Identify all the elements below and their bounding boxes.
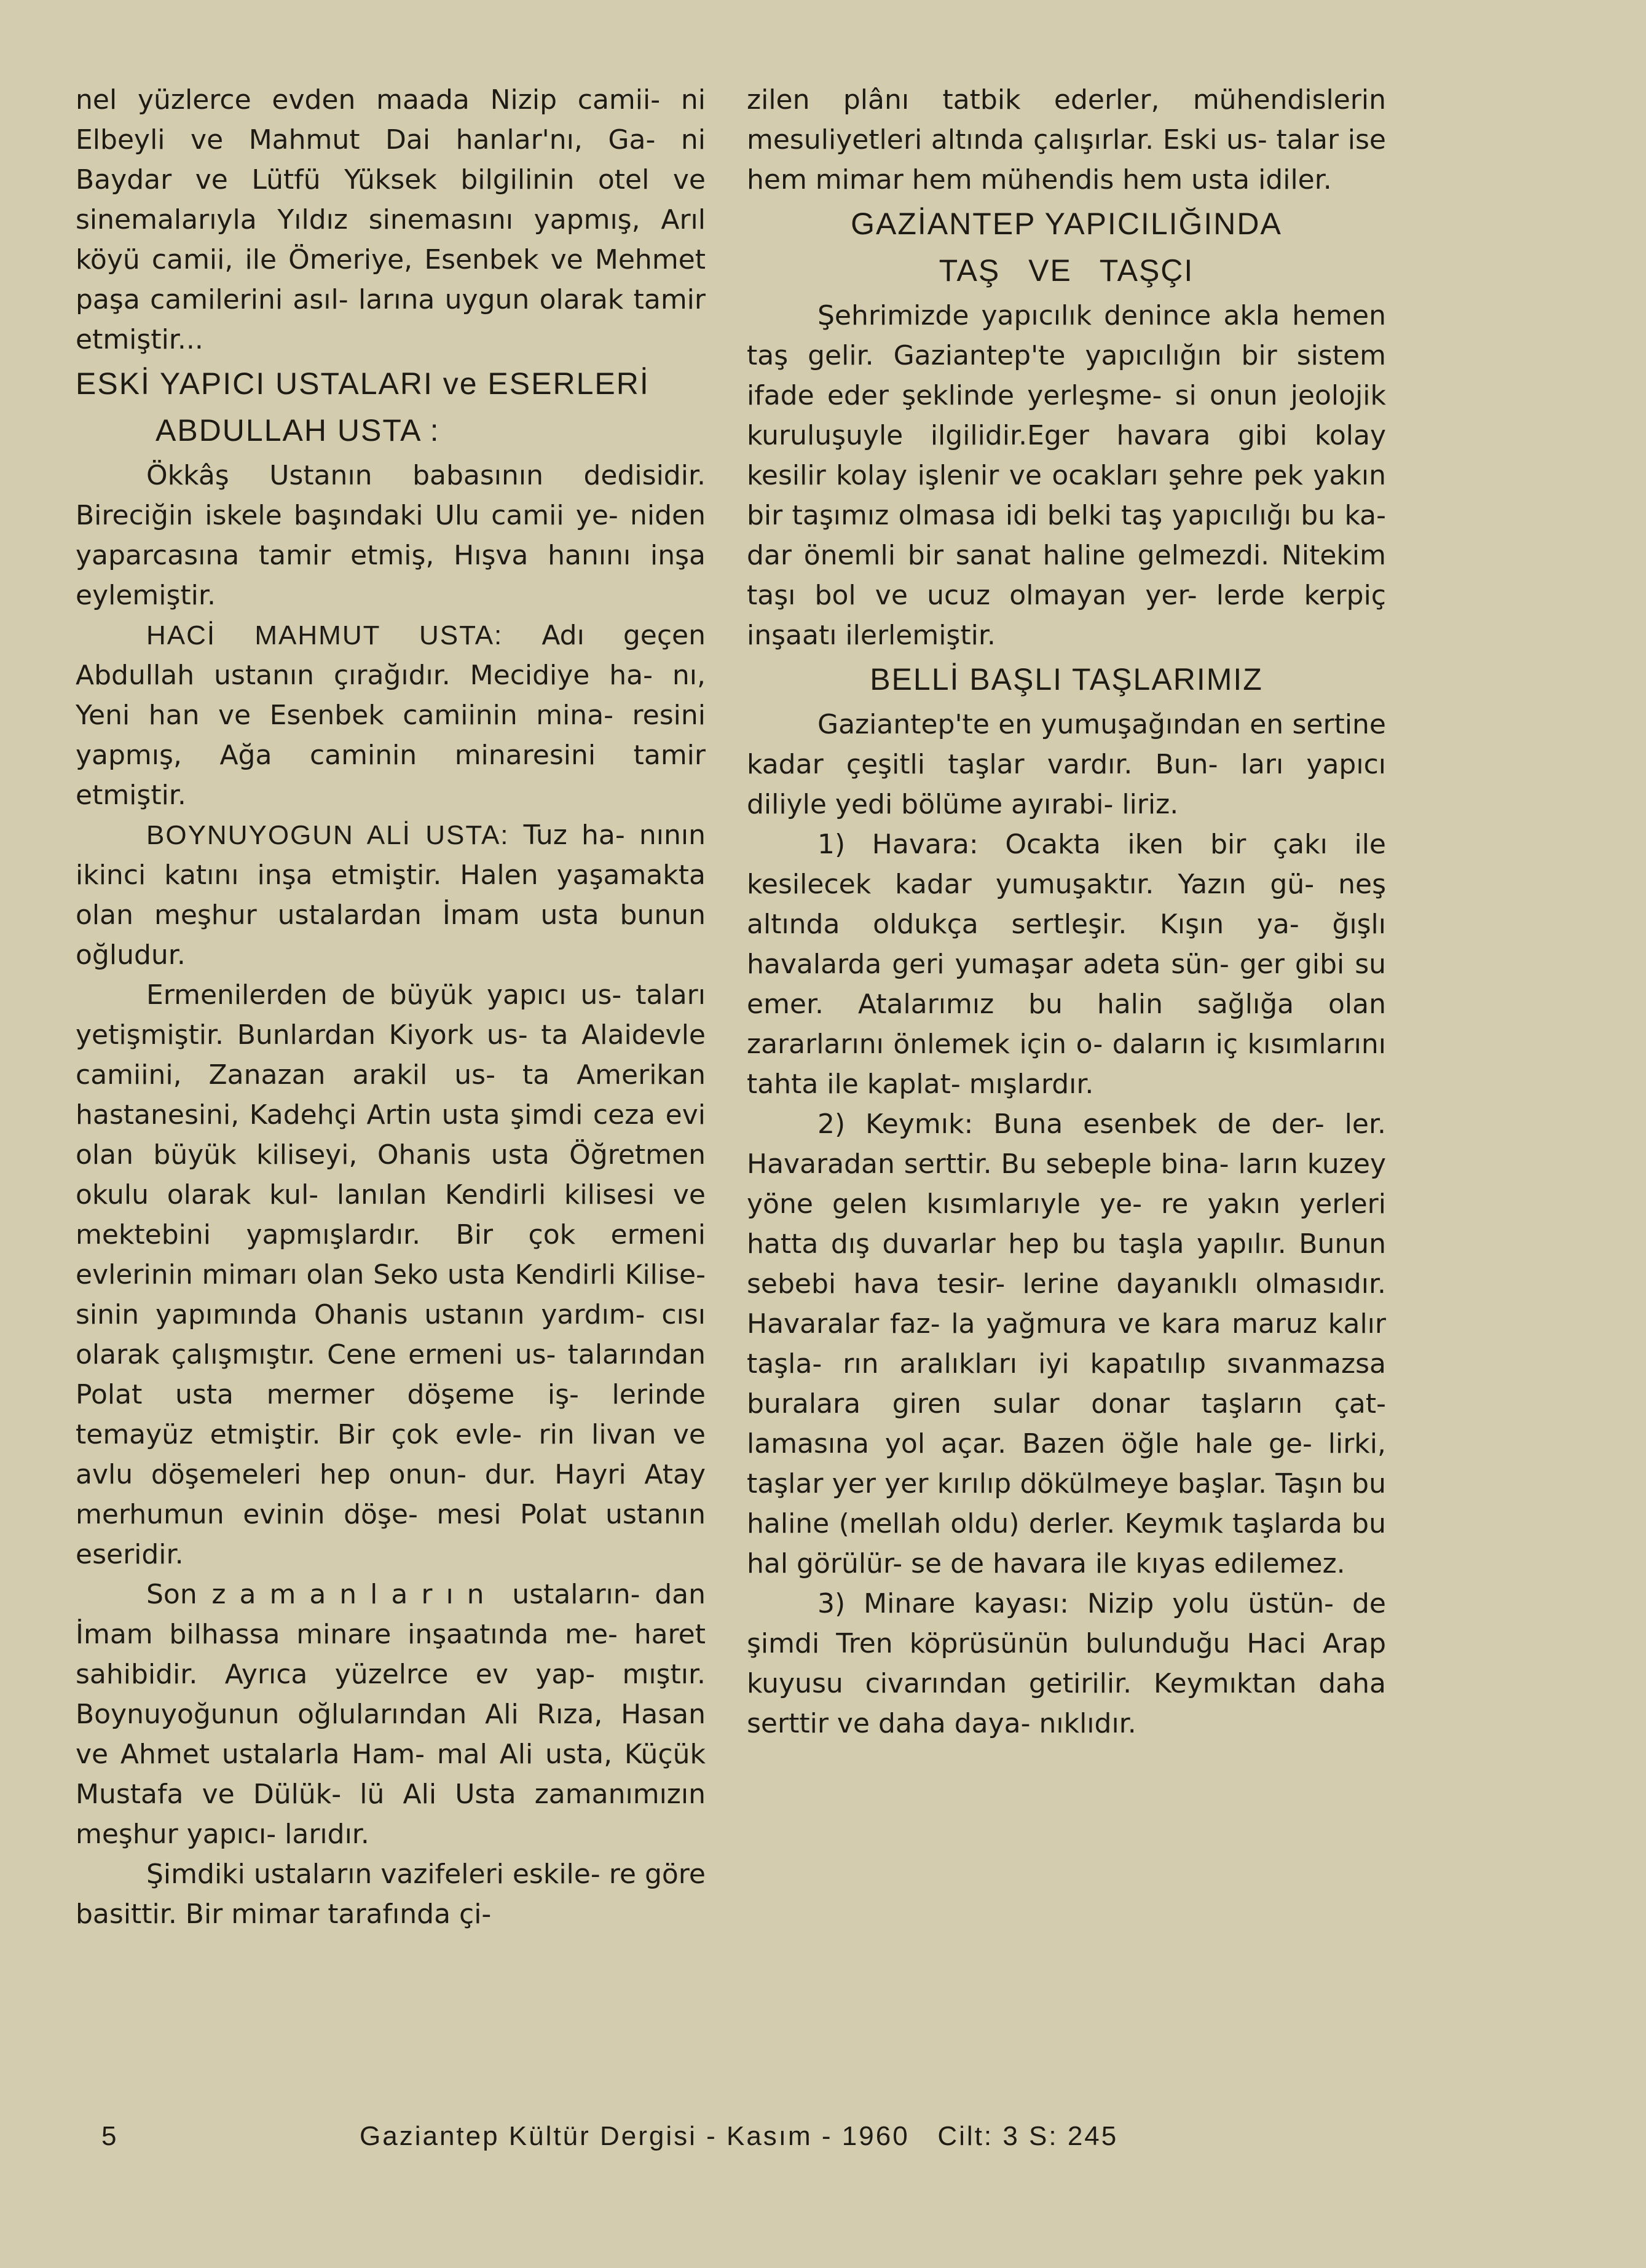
left-paragraph: HACİ MAHMUT USTA: Adı geçen Abdullah ustanın çırağıdır. Mecidiye ha- nı, Yeni han ve Esenbek camiinin mina- resini yapmış, Ağa caminin minaresini tamir etmiştir. — [76, 620, 706, 811]
section-heading: GAZİANTEP YAPICILIĞINDA — [851, 207, 1282, 241]
left-column — [76, 80, 706, 1934]
left-paragraph: Ökkâş Ustanın babasının dedisidir. Bireciğin iskele başındaki Ulu camii ye- niden yaparcasına tamir etmiş, Hışva hanını inşa eylemiştir. — [76, 460, 706, 611]
page-number: 5 — [101, 2121, 119, 2151]
section-heading: ESKİ YAPICI USTALARI ve ESERLERİ — [76, 366, 650, 401]
left-paragraph: Şimdiki ustaların vazifeleri eskile- re göre basittir. Bir mimar tarafında çi- — [76, 1859, 706, 1930]
left-paragraph: BOYNUYOGUN ALİ USTA: Tuz ha- nının ikinci katını inşa etmiştir. Halen yaşamakta olan meşhur ustalardan İmam usta bunun oğludur. — [76, 820, 706, 971]
section-heading: BELLİ BAŞLI TAŞLARIMIZ — [870, 662, 1263, 697]
right-paragraph: Gaziantep'te en yumuşağından en sertine kadar çeşitli taşlar vardır. Bun- ları yapıcı diliyle yedi bölüme ayırabi- liriz. — [747, 709, 1386, 820]
usta-name: BOYNUYOGUN ALİ USTA: — [146, 820, 510, 850]
left-paragraph: Ermenilerden de büyük yapıcı us- taları yetişmiştir. Bunlardan Kiyork us- ta Alaidevle camiini, Zanazan arakil us- ta Amerikan hastanesini, Kadehçi Artin usta şimdi ceza evi olan büyük kiliseyi, Ohanis usta Öğretmen okulu olarak kul- lanılan Kendirli kilisesi ve mektebini yapmışlardır. Bir çok ermeni evlerinin mimarı olan Seko usta Kendirli Kilise- sinin yapımında Ohanis ustanın yardım- cısı olarak çalışmıştır. Cene ermeni us- talarından Polat usta mermer döşeme iş- lerinde temayüz etmiştir. Bir çok evle- rin livan ve avlu döşemeleri hep onun- dur. Hayri Atay merhumun evinin döşe- mesi Polat ustanın eseridir. — [76, 979, 706, 1570]
right-paragraph: Şehrimizde yapıcılık denince akla hemen taş gelir. Gaziantep'te yapıcılığın bir sistem ifade eder şeklinde yerleşme- si onun jeolojik kuruluşuyle ilgilidir.Eger havara gibi kolay kesilir kolay işlenir ve ocakları şehre pek yakın bir taşımız olmasa idi belki taş yapıcılığı bu ka- dar önemli bir sanat haline gelmezdi. Nitekim taşı bol ve ucuz olmayan yer- lerde kerpiç inşaatı ilerlemiştir. — [747, 300, 1386, 651]
section-heading: TAŞ VE TAŞÇI — [939, 253, 1194, 288]
subsection-heading: ABDULLAH USTA : — [156, 413, 440, 448]
usta-name: HACİ MAHMUT USTA: — [146, 620, 503, 650]
spaced-word: zamanların — [211, 1579, 498, 1610]
right-paragraph: 3) Minare kayası: Nizip yolu üstün- de şimdi Tren köprüsünün bulunduğu Haci Arap kuyusu civarından getirilir. Keymıktan daha serttir ve daha daya- nıklıdır. — [747, 1588, 1386, 1739]
right-paragraph: 2) Keymık: Buna esenbek de der- ler. Havaradan serttir. Bu sebeple bina- ların kuzey yöne gelen kısımlarıyle ye- re yakın yerleri hatta dış duvarlar hep bu taşla yapılır. Bunun sebebi hava tesir- lerine dayanıklı olmasıdır. Havaralar faz- la yağmura ve kara maruz kalır taşla- rın aralıkları iyi kapatılıp sıvanmazsa buralara giren sular donar taşların çat- lamasına yol açar. Bazen öğle hale ge- lirki, taşlar yer yer kırılıp dökülmeye başlar. Taşın bu haline (mellah oldu) derler. Keymık taşlarda bu hal görülür- se de havara ile kıyas edilemez. — [747, 1108, 1386, 1579]
left-paragraph: Son zamanların ustaların- dan İmam bilhassa minare inşaatında me- haret sahibidir. Ayrıca yüzelrce ev yap- mıştır. Boynuyoğunun oğlularından Ali Rıza, Hasan ve Ahmet ustalarla Ham- mal Ali usta, Küçük Mustafa ve Dülük- lü Ali Usta zamanımızın meşhur yapıcı- larıdır. — [76, 1579, 706, 1850]
journal-citation: Gaziantep Kültür Dergisi - Kasım - 1960 Cilt: 3 S: 245 — [360, 2121, 1119, 2151]
right-column — [747, 80, 1386, 1744]
right-paragraph: zilen plânı tatbik ederler, mühendislerin mesuliyetleri altında çalışırlar. Eski us- talar ise hem mimar hem mühendis hem usta idiler. — [747, 84, 1386, 196]
right-paragraph: 1) Havara: Ocakta iken bir çakı ile kesilecek kadar yumuşaktır. Yazın gü- neş altında oldukça sertleşir. Kışın ya- ğışlı havalarda geri yumaşar adeta sün- ger gibi su emer. Atalarımız bu halin sağlığa olan zararlarını önlemek için o- daların iç kısımlarını tahta ile kaplat- mışlardır. — [747, 829, 1386, 1100]
left-paragraph: nel yüzlerce evden maada Nizip camii- ni Elbeyli ve Mahmut Dai hanlar'nı, Ga- ni Baydar ve Lütfü Yüksek bilgilinin otel ve sinemalarıyla Yıldız sinemasını yapmış, Arıl köyü camii, ile Ömeriye, Esenbek ve Mehmet paşa camilerini asıl- larına uygun olarak tamir etmiştir... — [76, 84, 706, 355]
